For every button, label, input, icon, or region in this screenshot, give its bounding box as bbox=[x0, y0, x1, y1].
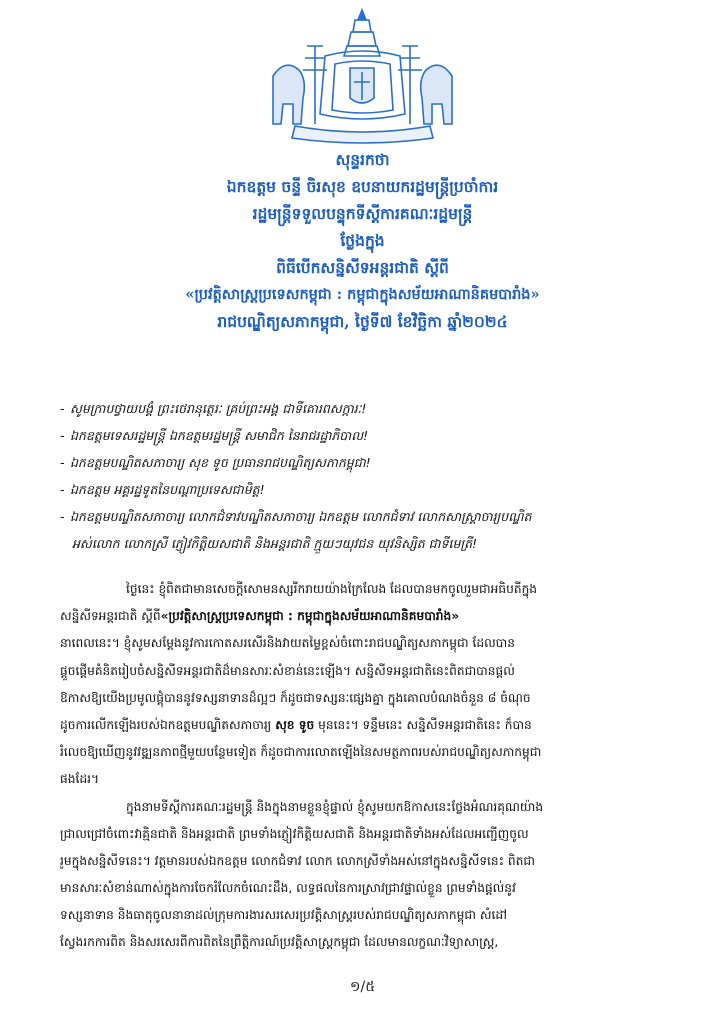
heading-conference-title: «ប្រវត្តិសាស្ត្រប្រទេសកម្ពុជា : កម្ពុជាក្នុងសម័យអាណានិគមបារាំង» bbox=[185, 286, 540, 303]
body-line: ផ្តួចផ្តើមគំនិតរៀបចំសន្និសីទអន្តរជាតិដ៏មានសារៈសំខាន់នេះឡើង។ សន្និសីទអន្តរជាតិនេះពិតជាបានផ្តល់ bbox=[60, 663, 515, 678]
conference-title-inline: «ប្រវត្តិសាស្ត្រប្រទេសកម្ពុជា : កម្ពុជាក្នុងសម័យអាណានិគមបារាំង» bbox=[160, 609, 460, 624]
salutation-list bbox=[60, 395, 685, 557]
body-line: ជ្រាលជ្រៅចំពោះវាគ្មិនជាតិ និងអន្តរជាតិ ព្រមទាំងភ្ញៀវកិត្តិយសជាតិ និងអន្តរជាតិទាំងអស់ដែលអញ្ជើញចូល bbox=[60, 826, 529, 841]
salutation-text: ឯកឧត្តមបណ្ឌិតសភាចារ្យ សុខ ទូច ប្រធានរាជបណ្ឌិត្យសភាកម្ពុជា! bbox=[70, 455, 371, 470]
body-line: ស្វែងរកការពិត និងសរសេរពីការពិតនៃព្រឹត្តិការណ៍ប្រវត្តិសាស្ត្រកម្ពុជា ដែលមានលក្ខណៈវិទ្យាសាស្ត្រ, bbox=[60, 935, 499, 950]
heading-speaker-role: រដ្ឋមន្ត្រីទទួលបន្ទុកទីស្តីការគណៈរដ្ឋមន្ត្រី bbox=[252, 204, 473, 223]
body-line: ក្នុងនាមទីស្តីការគណៈរដ្ឋមន្ត្រី និងក្នុងនាមខ្លួនខ្ញុំផ្ទាល់ ខ្ញុំសូមយកឱកាសនេះថ្លែងអំណរគុណយ៉ាង bbox=[126, 799, 544, 814]
president-name-inline: សុខ ទូច bbox=[275, 717, 315, 732]
body-line: នាពេលនេះ។ ខ្ញុំសូមសម្តែងនូវការកោតសរសើរនិងវាយតម្លៃខ្ពស់ចំពោះរាជបណ្ឌិត្យសភាកម្ពុជា ដែលបាន bbox=[60, 636, 516, 651]
salutation-item: - ឯកឧត្តមទេសរដ្ឋមន្ត្រី ឯកឧត្តមរដ្ឋមន្ត្រី សមាជិក នៃរាជរដ្ឋាភិបាល! bbox=[60, 428, 369, 443]
salutation-item: - ឯកឧត្តម អគ្គរដ្ឋទូតនៃបណ្តាប្រទេសជាមិត្ត! bbox=[60, 482, 265, 497]
royal-coat-of-arms-icon bbox=[255, 6, 470, 148]
salutation-text: ឯកឧត្តមបណ្ឌិតសភាចារ្យ លោកជំទាវបណ្ឌិតសភាចារ្យ ឯកឧត្តម លោកជំទាវ លោកសាស្ត្រាចារ្យបណ្ឌិត bbox=[70, 509, 532, 524]
salutation-item: - សូមក្រាបថ្វាយបង្គំ ព្រះថេរានុត្ថេរៈ គ្រប់ព្រះអង្គ ជាទីគោរពសក្ការៈ! bbox=[60, 401, 367, 416]
salutation-continuation: អស់លោក លោកស្រី ភ្ញៀវកិត្តិយសជាតិ និងអន្តរជាតិ ក្មួយៗយុវជន យុវនិស្សិត ជាទីមេត្រី! bbox=[72, 536, 478, 551]
salutation-text: សូមក្រាបថ្វាយបង្គំ ព្រះថេរានុត្ថេរៈ គ្រប់ព្រះអង្គ ជាទីគោរពសក្ការៈ! bbox=[70, 401, 367, 416]
speech-body bbox=[60, 576, 685, 957]
body-line bbox=[60, 712, 685, 739]
body-line: ថ្ងៃនេះ ខ្ញុំពិតជាមានសេចក្តីសោមនស្សរីករាយយ៉ាងក្រៃលែង ដែលបានមកចូលរួមជាអធិបតីក្នុង bbox=[126, 582, 538, 596]
heading-speaker-name: ឯកឧត្តម ចន្ទី ចិរសុខ ឧបនាយករដ្ឋមន្ត្រីប្រចាំការ bbox=[226, 177, 499, 196]
page-number: ១/៥ bbox=[349, 979, 376, 995]
body-text: មុននេះ។ ទន្ទឹមនេះ សន្និសីទអន្តរជាតិនេះ ក៏បាន bbox=[318, 717, 532, 732]
speech-heading bbox=[40, 146, 685, 335]
salutation-item: - ឯកឧត្តមបណ្ឌិតសភាចារ្យ លោកជំទាវបណ្ឌិតសភាចារ្យ ឯកឧត្តម លោកជំទាវ លោកសាស្ត្រាចារ្យបណ្ឌិត bbox=[60, 509, 532, 524]
heading-event: ពិធីបើកសន្និសីទអន្តរជាតិ ស្តីពី bbox=[276, 258, 449, 277]
body-line: មានសារៈសំខាន់ណាស់ក្នុងការចែករំលែកចំណេះដឹង, លទ្ធផលនៃការស្រាវជ្រាវផ្ទាល់ខ្លួន ព្រមទាំងផ្តល់នូវ bbox=[60, 881, 516, 896]
body-line: រួមក្នុងសន្និសីទនេះ។ វត្តមានរបស់ឯកឧត្តម លោកជំទាវ លោក លោកស្រីទាំងអស់នៅក្នុងសន្និសីទនេះ ពិតជា bbox=[60, 853, 535, 868]
heading-delivered-at: ថ្លែងក្នុង bbox=[340, 231, 385, 250]
body-line: ឱកាសឱ្យយើងប្រមូលផ្តុំបាននូវទស្សនាទានដ៏ល្អៗ ក៏ដូចជាទស្សនៈផ្សេងគ្នា ក្នុងគោលបំណងចំនួន ៨ ចំណុច bbox=[60, 690, 531, 705]
body-text: សន្និសីទអន្តរជាតិ ស្តីពី bbox=[60, 609, 161, 624]
salutation-item: - ឯកឧត្តមបណ្ឌិតសភាចារ្យ សុខ ទូច ប្រធានរាជបណ្ឌិត្យសភាកម្ពុជា! bbox=[60, 455, 371, 470]
body-line: រំលេចឱ្យឃើញនូវវឌ្ឍនភាពថ្មីមួយបន្ថែមទៀត ក៏ដូចជាការលោតឡើងនៃសមត្ថភាពរបស់រាជបណ្ឌិត្យសភាកម្ពុជា bbox=[60, 745, 542, 760]
heading-place-date: រាជបណ្ឌិត្យសភាកម្ពុជា, ថ្ងៃទី៧ ខែវិច្ឆិកា ឆ្នាំ២០២៤ bbox=[217, 312, 508, 331]
body-line bbox=[60, 603, 685, 630]
body-line: ផងដែរ។ bbox=[60, 772, 99, 787]
salutation-text: ឯកឧត្តមទេសរដ្ឋមន្ត្រី ឯកឧត្តមរដ្ឋមន្ត្រី សមាជិក នៃរាជរដ្ឋាភិបាល! bbox=[70, 428, 369, 443]
heading-speech-label: សុន្ទរកថា bbox=[335, 150, 390, 169]
salutation-text: ឯកឧត្តម អគ្គរដ្ឋទូតនៃបណ្តាប្រទេសជាមិត្ត! bbox=[70, 482, 265, 497]
body-text: ដូចការលើកឡើងរបស់ឯកឧត្តមបណ្ឌិតសភាចារ្យ bbox=[60, 717, 272, 732]
body-line: ទស្សនាទាន និងធាតុចូលនានាដល់ក្រុមការងារសរសេរប្រវត្តិសាស្ត្ររបស់រាជបណ្ឌិត្យសភាកម្ពុជា សំដៅ bbox=[60, 908, 507, 923]
